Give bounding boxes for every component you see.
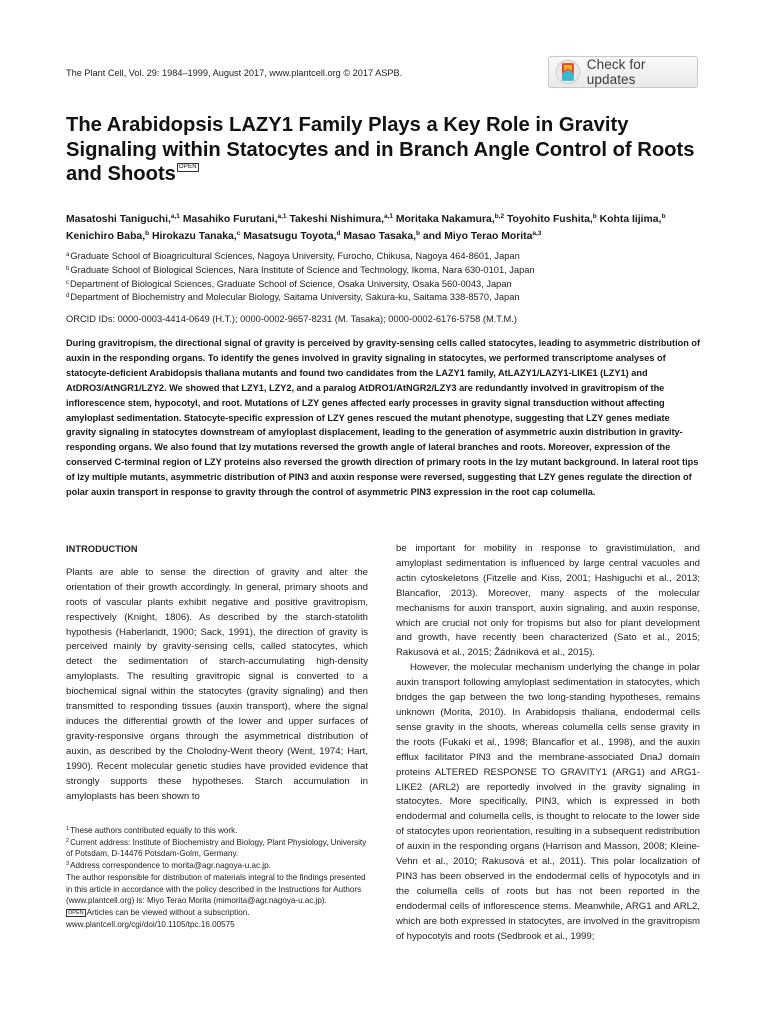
author-name: Moritaka Nakamura,$^{b,2}$	[395, 213, 505, 225]
author-affiliation-mark: b	[661, 213, 666, 220]
affiliation-line: $^c$Department of Biological Sciences, Graduate School of Science, Osaka University, Osaka 560-0043, Japan	[66, 278, 512, 289]
author-affiliation-mark: a,1	[170, 213, 180, 220]
author-name: Masao Tasaka,$^b$	[343, 230, 420, 242]
author-name: Hirokazu Tanaka,$^c$	[151, 230, 241, 242]
check-for-updates-label: Check for updates	[586, 57, 646, 87]
body-paragraph: However, the molecular mechanism underlying the change in polar auxin transport following amyloplast sedimentation in statocytes, which bridges the gap between the two long-standing hypotheses, remains unknown (Morita, 2010). In Arabidopsis thaliana, endodermal cells sense gravity in the shoots, whereas columella cells sense gravity in the roots (Fukaki et al., 1998; Blancaflor et al., 1998), and the auxin efflux facilitator PIN3 and the membrane-associated DnaJ domain proteins ALTERED RESPONSE TO GRAVITY1 (ARG1) and ARG1-LIKE2 (ARL2) are reportedly involved in the gravity signaling in statocytes. More specifically, PIN3, which is expressed in both endodermal and columella cells, is thought to relocate to the lower side of statocytes upon reorientation, resulting in a subsequent redistribution of auxin in the responding organs (Harrison and Masson, 2008; Kleine-Vehn et al., 2010; Rakusová et al., 2011). This polar localization of PIN3 has been observed in the endodermal cells of hypocotyls and in the columella cells of roots but has not been reported in the endodermal cells of inflorescence stems. Meanwhile, ARG1 and ARL2, which are both expressed in statocytes, are involved in the gravitropism of hypocotyls and roots (Sedbrook et al., 1999;	[396, 662, 700, 942]
author-affiliation-mark: c	[236, 230, 241, 237]
author-affiliation-mark: a,1	[277, 213, 287, 220]
footnote-1: $^1$These authors contributed equally to this work.	[66, 826, 238, 835]
section-heading-introduction: INTRODUCTION	[66, 544, 138, 554]
article-title	[66, 113, 706, 187]
orcid-ids: ORCID IDs: 0000-0003-4414-0649 (H.T.); 0000-0002-9657-8231 (M. Tasaka); 0000-0002-6176-5758 (M.T.M.)	[66, 314, 517, 324]
author-name: Kenichiro Baba,$^b$	[66, 230, 150, 242]
journal-citation: The Plant Cell, Vol. 29: 1984–1999, August 2017, www.plantcell.org © 2017 ASPB.	[66, 68, 403, 78]
author-affiliation-mark: b,2	[494, 213, 505, 220]
author-name: Takeshi Nishimura,$^{a,1}$	[289, 213, 394, 225]
author-name: Masahiko Furutani,$^{a,1}$	[182, 213, 287, 225]
author-list	[66, 211, 716, 245]
footnote-3: $^3$Address correspondence to morita@agr.nagoya-u.ac.jp.	[66, 861, 271, 871]
author-name: Masatsugu Toyota,$^d$	[243, 230, 341, 242]
body-column-right	[396, 542, 700, 944]
crossmark-icon	[555, 59, 581, 85]
affiliation-line: $^d$Department of Biochemistry and Molecular Biology, Saitama University, Sakura-ku, Saitama 338-8570, Japan	[66, 292, 520, 303]
author-affiliation-mark: b	[145, 230, 150, 237]
footnote-2: $^2$Current address: Institute of Biochemistry and Biology, Plant Physiology, University of Potsdam, D-14476 Potsdam-Golm, Germany.	[66, 837, 367, 859]
author-affiliation-mark: d	[336, 230, 341, 237]
affiliations	[66, 250, 716, 305]
body-paragraph: be important for mobility in response to gravistimulation, and amyloplast sedimentation is influenced by large central vacuoles and actin cytoskeletons (Fitzelle and Kiss, 2001; Hashiguchi et al., 2013; Blancaflor, 2013). Moreover, many aspects of the molecular mechanisms for auxin transport, auxin signaling, and auxin response, which are crucial not only for tropisms but also for plant development and growth, have recently been characterized (Sato et al., 2015; Rakusová et al., 2015; Žádníková et al., 2015).	[396, 543, 700, 659]
author-affiliation-mark: b	[592, 213, 597, 220]
body-paragraph: Plants are able to sense the direction of gravity and alter the orientation of their growth accordingly. In general, primary shoots and roots of vascular plants exhibit negative and positive gravitropism, respectively (Knight, 1806). As described by the starch-statolith hypothesis (Haberlandt, 1900; Sack, 1991), the direction of gravity is perceived mainly by gravity-sensing cells, called statocytes, which detect the sedimentation of starch-accumulating high-density amyloplasts. The resulting gravitropic signal is converted to a biochemical signal within the statocytes (gravity signaling) and then transmitted to responding tissues (auxin transport), where the signal induces the differential growth of the lower and upper surfaces of gravity-responsive organs through the asymmetrical distribution of auxin, as described by the Cholodny-Went theory (Went, 1974; Hart, 1990). Recent molecular genetic studies have provided evidence that strongly supports these hypotheses. Starch accumulation in amyloplasts has been shown to	[66, 566, 368, 802]
author-name: Toyohito Fushita,$^b$	[506, 213, 597, 225]
author-name: and Miyo Terao Morita$^{a,3}$	[422, 230, 542, 242]
author-affiliation-mark: b	[416, 230, 420, 237]
body-column-left	[66, 542, 368, 804]
check-for-updates-button[interactable]	[548, 56, 698, 88]
abstract-text: During gravitropism, the directional signal of gravity is perceived by gravity-sensing cells called statocytes, leading to asymmetric distribution of auxin in the responding organs. To identify the genes involved in gravity signaling in statocytes, we performed transcriptome analyses of statocyte-deficient Arabidopsis thaliana mutants and found two candidates from the LAZY1 family, AtLAZY1/LAZY1-LIKE1 (LZY1) and AtDRO3/AtNGR1/LZY2. We showed that LZY1, LZY2, and a paralog AtDRO1/AtNGR2/LZY3 are redundantly involved in gravitropism of the inflorescence stem, hypocotyl, and root. Mutations of LZY genes affected early processes in gravity signal transduction without affecting amyloplast sedimentation. Statocyte-specific expression of LZY genes rescued the mutant phenotype, suggesting that LZY genes mediate gravity signaling in statocytes downstream of amyloplast displacement, leading to the generation of asymmetric auxin distribution in gravity-responding organs. We also found that lzy mutations reversed the growth angle of lateral branches and roots. Moreover, expression of the conserved C-terminal region of LZY proteins also reversed the growth direction of primary roots in the lzy mutant background. In lateral root tips of lzy multiple mutants, asymmetric distribution of PIN3 and auxin response were reversed, suggesting that LZY genes regulate the direction of polar auxin transport in response to gravity through the control of asymmetric PIN3 expression in the root cap columella.	[66, 338, 701, 498]
footnote-open-access: OPEN Articles can be viewed without a subscription.	[68, 907, 250, 917]
footnotes	[66, 825, 368, 930]
author-name: Masatoshi Taniguchi,$^{a,1}$	[66, 213, 180, 225]
affiliation-line: $^b$Graduate School of Biological Sciences, Nara Institute of Science and Technology, Ikoma, Nara 630-0101, Japan	[66, 264, 535, 275]
open-access-badge: OPEN	[178, 164, 197, 170]
author-affiliation-mark: a,3	[532, 230, 542, 237]
article-title-text: The Arabidopsis LAZY1 Family Plays a Key Role in Gravity Signaling within Statocytes and in Branch Angle Control of Roots and Shoots	[66, 114, 695, 185]
affiliation-line: $^a$Graduate School of Bioagricultural Sciences, Nagoya University, Furocho, Chikusa, Nagoya 464-8601, Japan	[66, 251, 520, 261]
footnote-responsible: The author responsible for distribution of materials integral to the findings presented in this article in accordance with the policy described in the Instructions for Authors (www.plantcell.org) is: Miyo Terao Morita (mimorita@agr.nagoya-u.ac.jp).	[66, 872, 366, 906]
open-access-badge-small: OPEN	[68, 909, 84, 916]
author-affiliation-mark: a,1	[383, 213, 394, 220]
abstract	[66, 336, 702, 500]
author-name: Kohta Iijima,$^b$	[599, 213, 666, 225]
doi-link[interactable]: www.plantcell.org/cgi/doi/10.1105/tpc.16.00575	[66, 919, 235, 929]
